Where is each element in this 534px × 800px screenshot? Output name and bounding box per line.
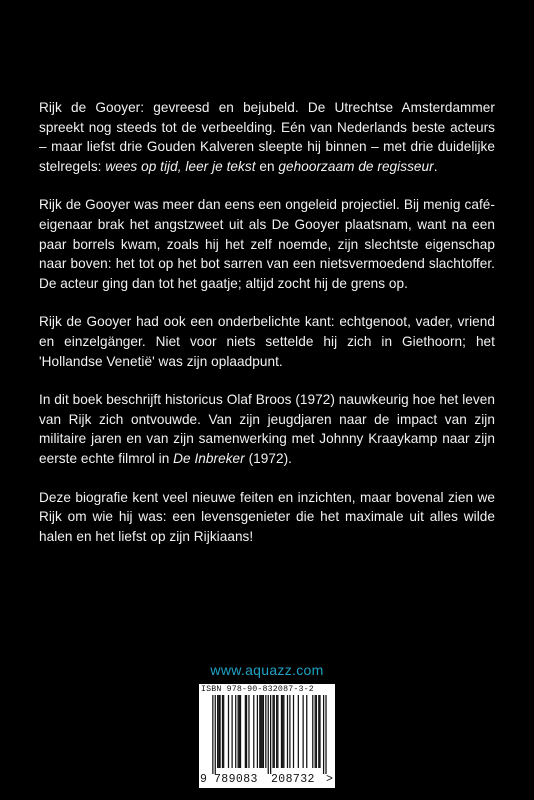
isbn-label: ISBN 978-90-832087-3-2: [201, 685, 314, 694]
barcode-bar: [319, 695, 320, 768]
barcode-guard-bar: [215, 695, 216, 774]
barcode-bar: [315, 695, 316, 768]
barcode-bar: [272, 695, 273, 768]
barcode-bar: [262, 695, 263, 768]
film-year: (1972).: [244, 450, 292, 466]
film-title: De Inbreker: [173, 450, 245, 466]
barcode-bar: [281, 695, 282, 768]
blurb-italic-rule-2: gehoorzaam de regisseur: [278, 158, 434, 174]
barcode-bar: [312, 695, 313, 768]
barcode-bar: [289, 695, 290, 768]
barcode-bar: [239, 695, 240, 768]
isbn-barcode: [199, 684, 335, 788]
barcode-bars: [205, 695, 329, 774]
ean-first-digit: 9: [200, 773, 207, 786]
barcode-guard-bar: [268, 695, 269, 774]
blurb-paragraph-1-text: Rijk de Gooyer: gevreesd en bejubeld. De Utrechtse Amsterdammer spreekt nog steeds tot de verbeelding. Eén van Nederlands beste acteurs – maar liefst drie Gouden Kalveren sleepte hij binnen – met drie duidelijke stelregels:: [39, 100, 495, 174]
barcode-bar: [287, 695, 288, 768]
barcode-bar: [235, 695, 236, 768]
blurb-italic-rule: wees op tijd, leer je tekst: [105, 158, 256, 174]
blurb-paragraph-4: [39, 390, 495, 468]
ean-digits: [199, 773, 335, 787]
blurb-paragraph-5: Deze biografie kent veel nieuwe feiten en inzichten, maar bovenal zien we Rijk om wie hij was: een levensgenieter die het maximale uit alles wilde halen en het liefst op zijn Rijkiaans!: [39, 489, 495, 544]
barcode-guard-bar: [325, 695, 326, 774]
barcode-bar: [253, 695, 254, 768]
barcode-bar: [276, 695, 277, 768]
barcode-guard-bar: [212, 695, 213, 774]
ean-right-group: 208732: [271, 773, 315, 786]
back-cover-blurb: [39, 98, 495, 565]
barcode-bar: [240, 695, 241, 768]
barcode-bar: [277, 695, 278, 768]
publisher-website[interactable]: www.aquazz.com: [210, 662, 324, 678]
barcode-bar: [283, 695, 284, 768]
barcode-bar: [223, 695, 224, 768]
barcode-bar: [228, 695, 229, 768]
barcode-bar: [306, 695, 307, 768]
barcode-bar: [222, 695, 223, 768]
blurb-conjunction: en: [255, 158, 279, 174]
barcode-graphic: [205, 695, 329, 774]
blurb-period: .: [433, 158, 438, 174]
barcode-bar: [259, 695, 260, 768]
barcode-bar: [257, 695, 258, 768]
barcode-bar: [318, 695, 319, 768]
barcode-bar: [293, 695, 294, 768]
barcode-bar: [238, 695, 239, 768]
barcode-bar: [231, 695, 232, 768]
barcode-guard-bar: [270, 695, 271, 774]
blurb-paragraph-3: Rijk de Gooyer had ook een onderbelichte kant: echtgenoot, vader, vriend en einzelgänger. Niet voor niets settelde hij zich in Giethoorn; het 'Hollandse Venetië' was zijn oplaadpunt.: [39, 314, 495, 369]
blurb-paragraph-2: Rijk de Gooyer was meer dan eens een ongeleid projectiel. Bij menig café-eigenaar brak het angstzweet uit als De Gooyer plaatsnam, want na een paar borrels kwam, zoals hij het zelf noemde, zijn slechtste eigenschap naar boven: het tot op het bot sarren van een nietsvermoedend slachtoffer. De acteur ging dan tot het gaatje; altijd zocht hij de grens op.: [39, 197, 495, 291]
blurb-paragraph-1: [39, 98, 495, 176]
barcode-bar: [265, 695, 266, 768]
barcode-bar: [217, 695, 218, 768]
barcode-bar: [246, 695, 247, 768]
barcode-bar: [218, 695, 219, 768]
ean-left-group: 789083: [214, 773, 258, 786]
barcode-bar: [298, 695, 299, 768]
barcode-bar: [263, 695, 264, 768]
barcode-bar: [303, 695, 304, 768]
barcode-guard-bar: [323, 695, 324, 774]
barcode-bar: [282, 695, 283, 768]
barcode-bar: [219, 695, 220, 768]
barcode-bar: [316, 695, 317, 768]
quiet-zone-marker: >: [326, 773, 333, 786]
barcode-bar: [274, 695, 275, 768]
blurb-paragraph-4-text: In dit boek beschrijft historicus Olaf Broos (1972) nauwkeurig hoe het leven van Rijk zich ontvouwde. Van zijn jeugdjaren naar de impact van zijn militaire jaren en van zijn samenwerking met Johnny Kraaykamp naar zijn eerste echte filmrol in: [39, 392, 495, 466]
barcode-bar: [248, 695, 249, 768]
barcode-bar: [245, 695, 246, 768]
barcode-bar: [260, 695, 261, 768]
